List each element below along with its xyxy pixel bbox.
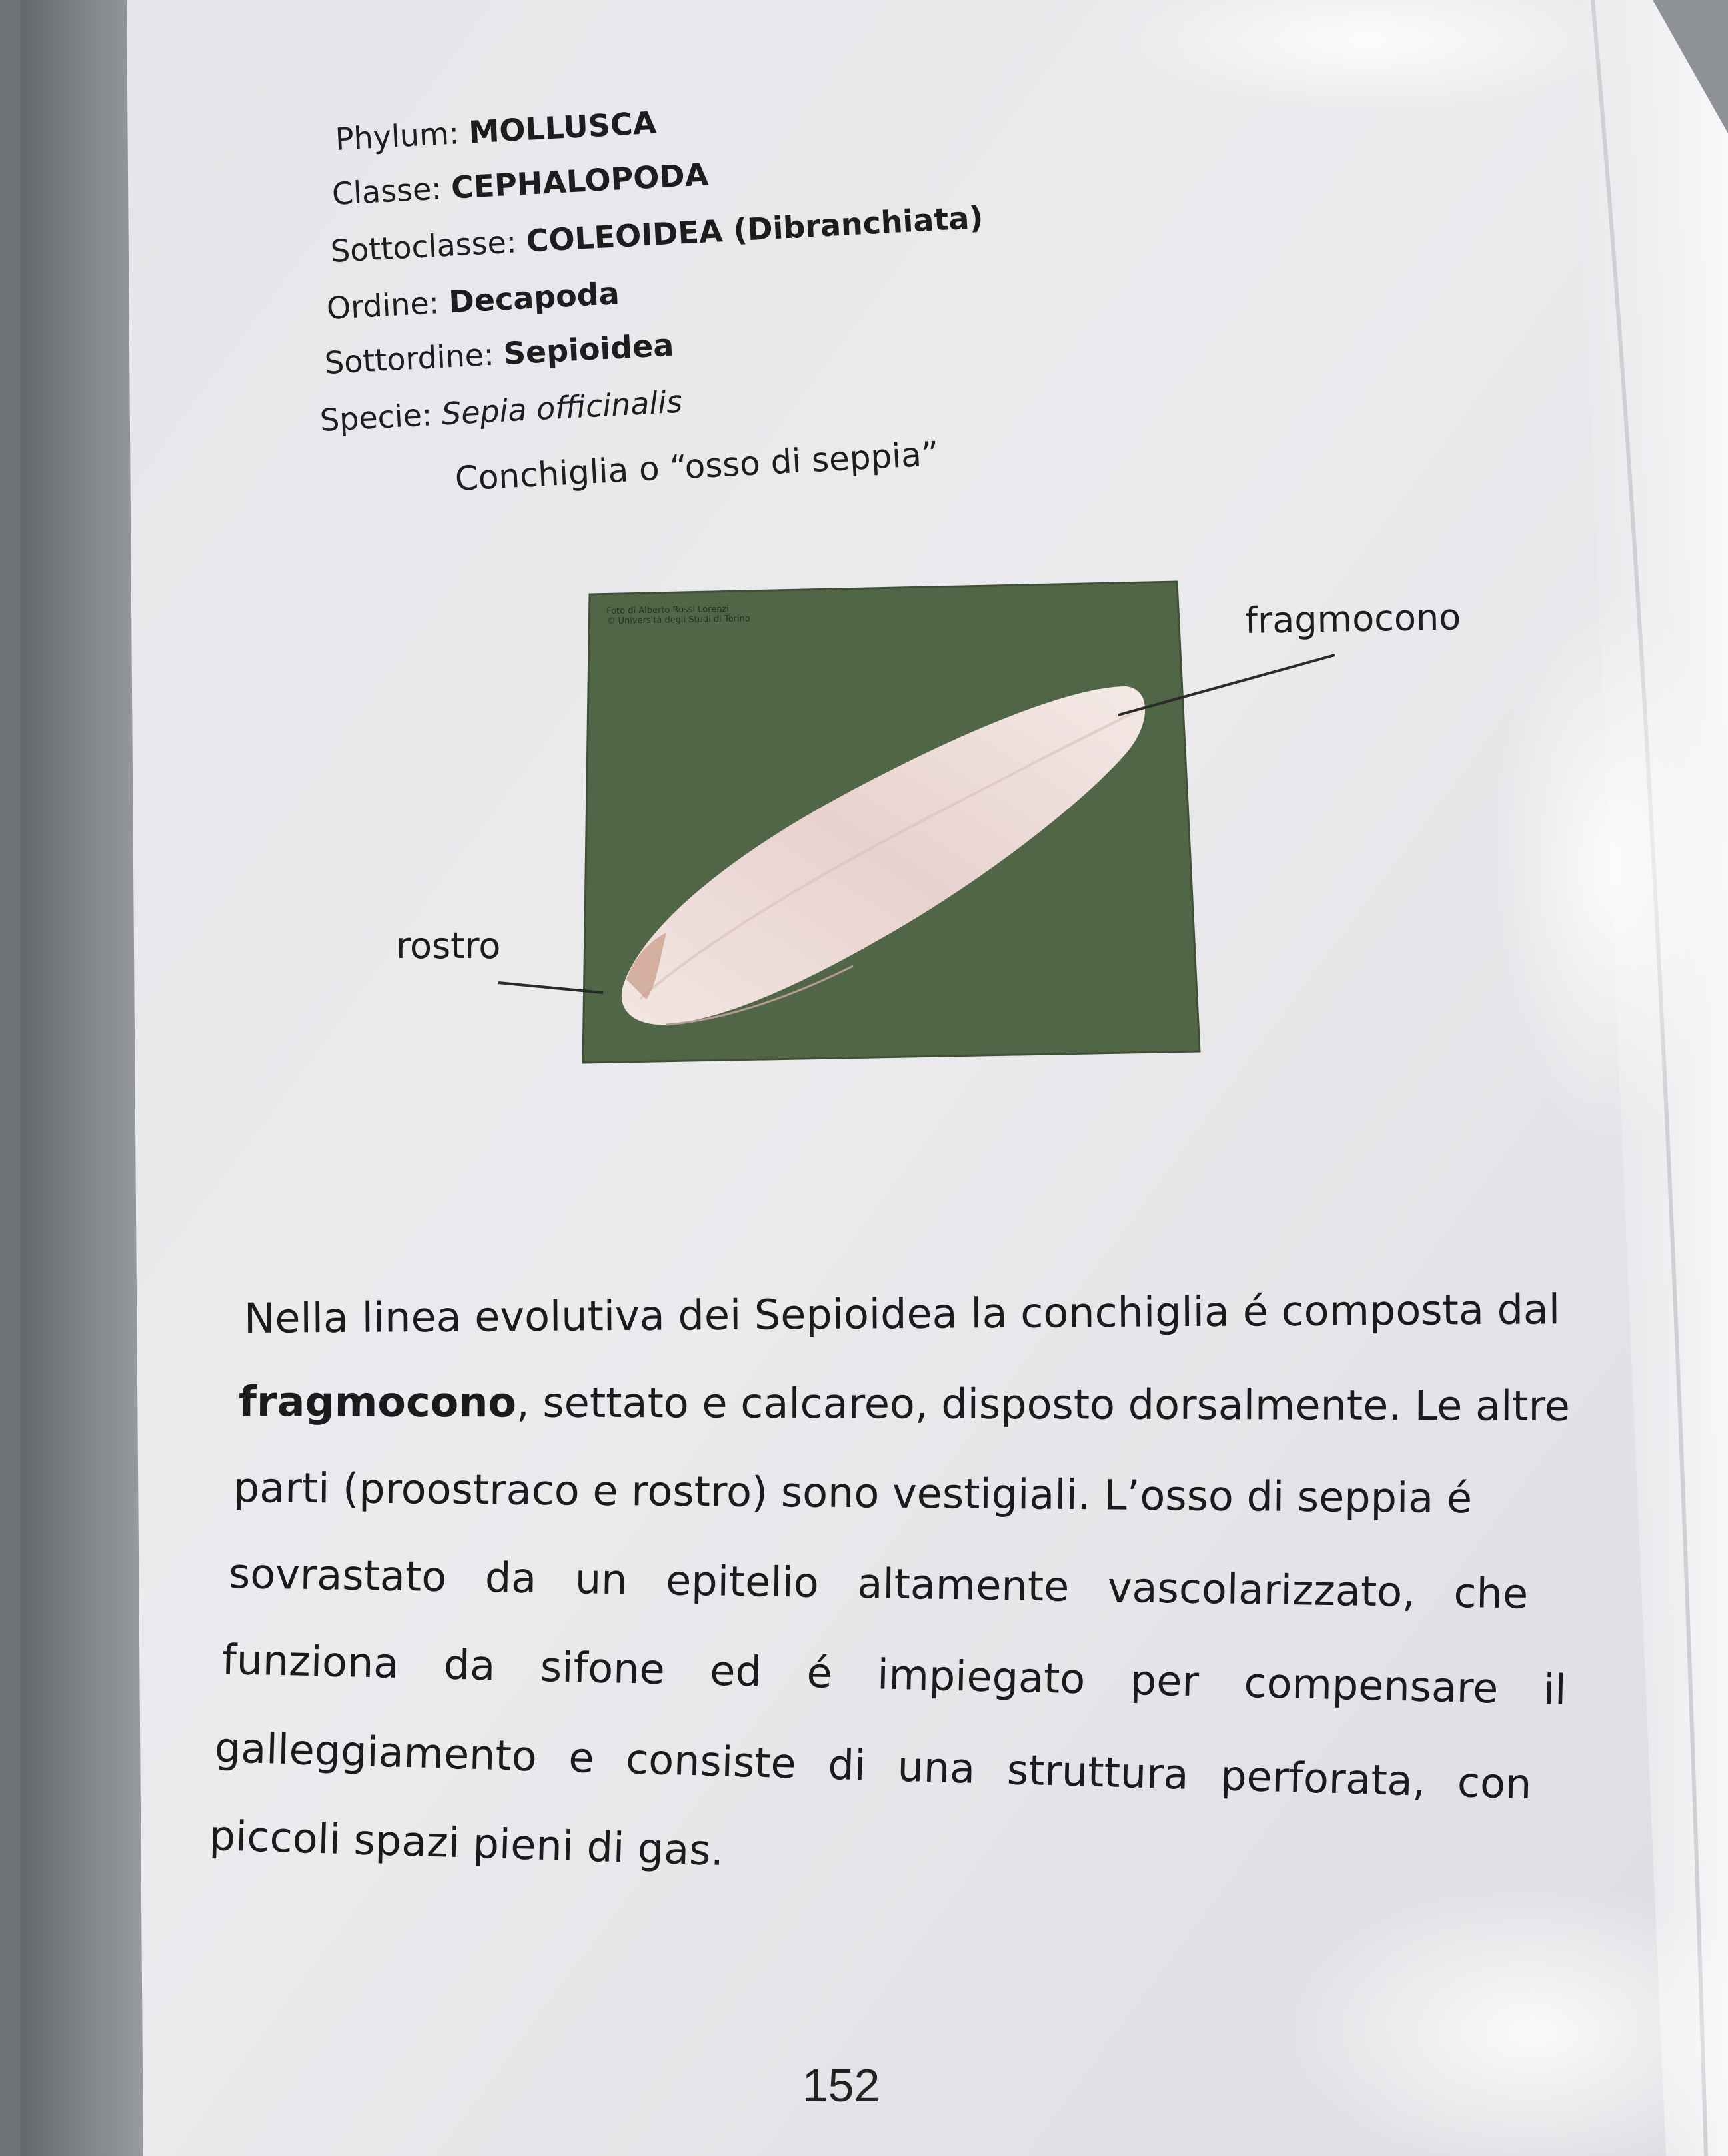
- paragraph-line-3: parti (proostraco e rostro) sono vestigiali. L’osso di seppia é: [233, 1463, 1473, 1523]
- callout-rostro: rostro: [396, 925, 501, 967]
- taxonomy-label: Sottoclasse:: [329, 223, 518, 269]
- taxonomy-value: CEPHALOPODA: [450, 156, 710, 206]
- taxonomy-label: Ordine:: [325, 284, 440, 326]
- paragraph-line-2-rest: , settato e calcareo, disposto dorsalmente. Le altre: [516, 1378, 1570, 1430]
- paragraph-line-5: funziona da sifone ed é impiegato per compensare il: [221, 1635, 1567, 1714]
- taxonomy-value: MOLLUSCA: [468, 104, 658, 151]
- taxonomy-label: Phylum:: [334, 115, 460, 157]
- photo-credit-line-2: © Università degli Studi di Torino: [606, 614, 750, 626]
- photo-credit-line-1: Foto di Alberto Rossi Lorenzi: [606, 604, 730, 616]
- taxonomy-label: Classe:: [331, 170, 443, 212]
- taxonomy-value: Sepioidea: [502, 326, 675, 372]
- taxonomy-value: Decapoda: [448, 275, 620, 320]
- figure-caption: Conchiglia o “osso di seppia”: [454, 434, 940, 498]
- taxonomy-value: COLEOIDEA (Dibranchiata): [525, 199, 984, 259]
- paragraph-bold-term: fragmocono: [238, 1377, 517, 1427]
- paragraph-line-2: [239, 1377, 1570, 1430]
- callout-fragmocono: fragmocono: [1244, 596, 1461, 642]
- paragraph-line-7: piccoli spazi pieni di gas.: [208, 1811, 725, 1875]
- taxonomy-label: Sottordine:: [323, 336, 495, 381]
- paragraph-line-6: galleggiamento e consiste di una struttura perforata, con: [213, 1723, 1533, 1809]
- paragraph-line-1: Nella linea evolutiva dei Sepioidea la conchiglia é composta dal: [243, 1285, 1561, 1343]
- paragraph-line-4: sovrastato da un epitelio altamente vascolarizzato, che: [228, 1549, 1529, 1618]
- page-number: 152: [802, 2059, 880, 2111]
- taxonomy-value: Sepia officinalis: [440, 383, 684, 432]
- taxonomy-label: Specie:: [319, 396, 433, 438]
- photo-credit: [606, 604, 750, 626]
